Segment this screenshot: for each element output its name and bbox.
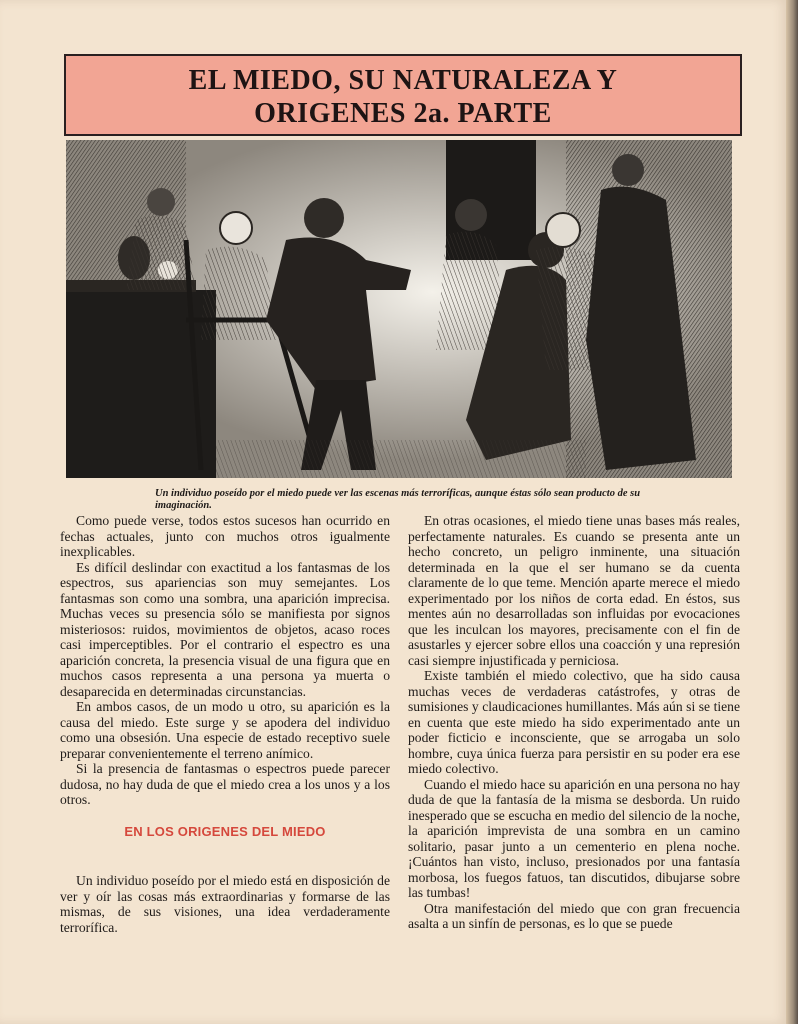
paragraph: Es difícil deslindar con exactitud a los fantasmas de los espectros, sus apariencias son muy semejantes. Los fantasmas son como una sombra, una aparición imprecisa. Muchas veces su presencia sólo se manifiesta por signos misteriosos: ruidos, movimientos de objetos, acaso roces casi imperceptibles. Por el contrario el espectro es una aparición concreta, la presencia visual de una figura que en muchos casos representa a una persona ya muerta o desaparecida en determinadas circunstancias. (60, 559, 390, 699)
fireside-storytelling-engraving (66, 140, 732, 478)
section-subheading: EN LOS ORIGENES DEL MIEDO (124, 823, 326, 839)
paragraph: Un individuo poseído por el miedo está en disposición de ver y oír las cosas más extraordinarias y formarse de las mismas, de sus visiones, una idea verdaderamente terrorífica. (60, 873, 390, 935)
paragraph: Existe también el miedo colectivo, que ha sido causa muchas veces de verdaderas catástrofes, y otras de sumisiones y claudicaciones humillantes. Más aún si se tiene en cuenta que este miedo ha sido experimentado ante un poder ficticio e inconsciente, que se arrogaba un solo hombre, cuya única fuerza para persistir en su poder era ese miedo colectivo. (408, 668, 740, 776)
paragraph: Cuando el miedo hace su aparición en una persona no hay duda de que la fantasía de la misma se desborda. Un ruido inesperado que se escucha en medio del silencio de la noche, la aparición imprevista de una sombra en un camino solitario, pasar junto a un cementerio en plena noche. ¡Cuántos han visto, incluso, presionados por una fantasía morbosa, los fuegos fatuos, tan discutidos, dibujarse sobre las tumbas! (408, 776, 740, 900)
paragraph: Como puede verse, todos estos sucesos han ocurrido en fechas actuales, junto con muchos otros igualmente inexplicables. (60, 513, 390, 559)
article-title-box (64, 54, 742, 136)
right-text-column (408, 513, 740, 932)
image-caption: Un individuo poseído por el miedo puede ver las escenas más terroríficas, aunque éstas sólo sean producto de su imaginación. (155, 488, 641, 511)
paragraph: Si la presencia de fantasmas o espectros puede parecer dudosa, no hay duda de que el miedo crea a los unos y a los otros. (60, 761, 390, 807)
engraving-illustration (66, 140, 732, 478)
page-edge-shadow (786, 0, 798, 1024)
paragraph: En ambos casos, de un modo u otro, su aparición es la causa del miedo. Este surge y se apodera del individuo como una obsesión. Una especie de estado receptivo suele preparar convenientemente el terreno anímico. (60, 699, 390, 761)
paragraph: En otras ocasiones, el miedo tiene unas bases más reales, perfectamente naturales. Es cuando se presenta ante un hecho concreto, un peligro inminente, una situación determinada en la que el ser humano se da cuenta claramente de lo que teme. Mención aparte merece el miedo experimentado por los niños de corta edad. En éstos, sus mentes aún no desarrolladas son influidas por evocaciones que les inculcan los mayores, precisamente con el fin de asustarles y ejercer sobre ellos una coacción y una represión casi siempre injustificada y perniciosa. (408, 513, 740, 668)
paragraph: Otra manifestación del miedo que con gran frecuencia asalta a un sinfín de personas, es lo que se puede (408, 900, 740, 931)
left-text-column (60, 513, 390, 935)
article-title-line-2: ORIGENES 2a. PARTE (254, 98, 552, 129)
article-title-line-1: EL MIEDO, SU NATURALEZA Y (188, 65, 618, 96)
